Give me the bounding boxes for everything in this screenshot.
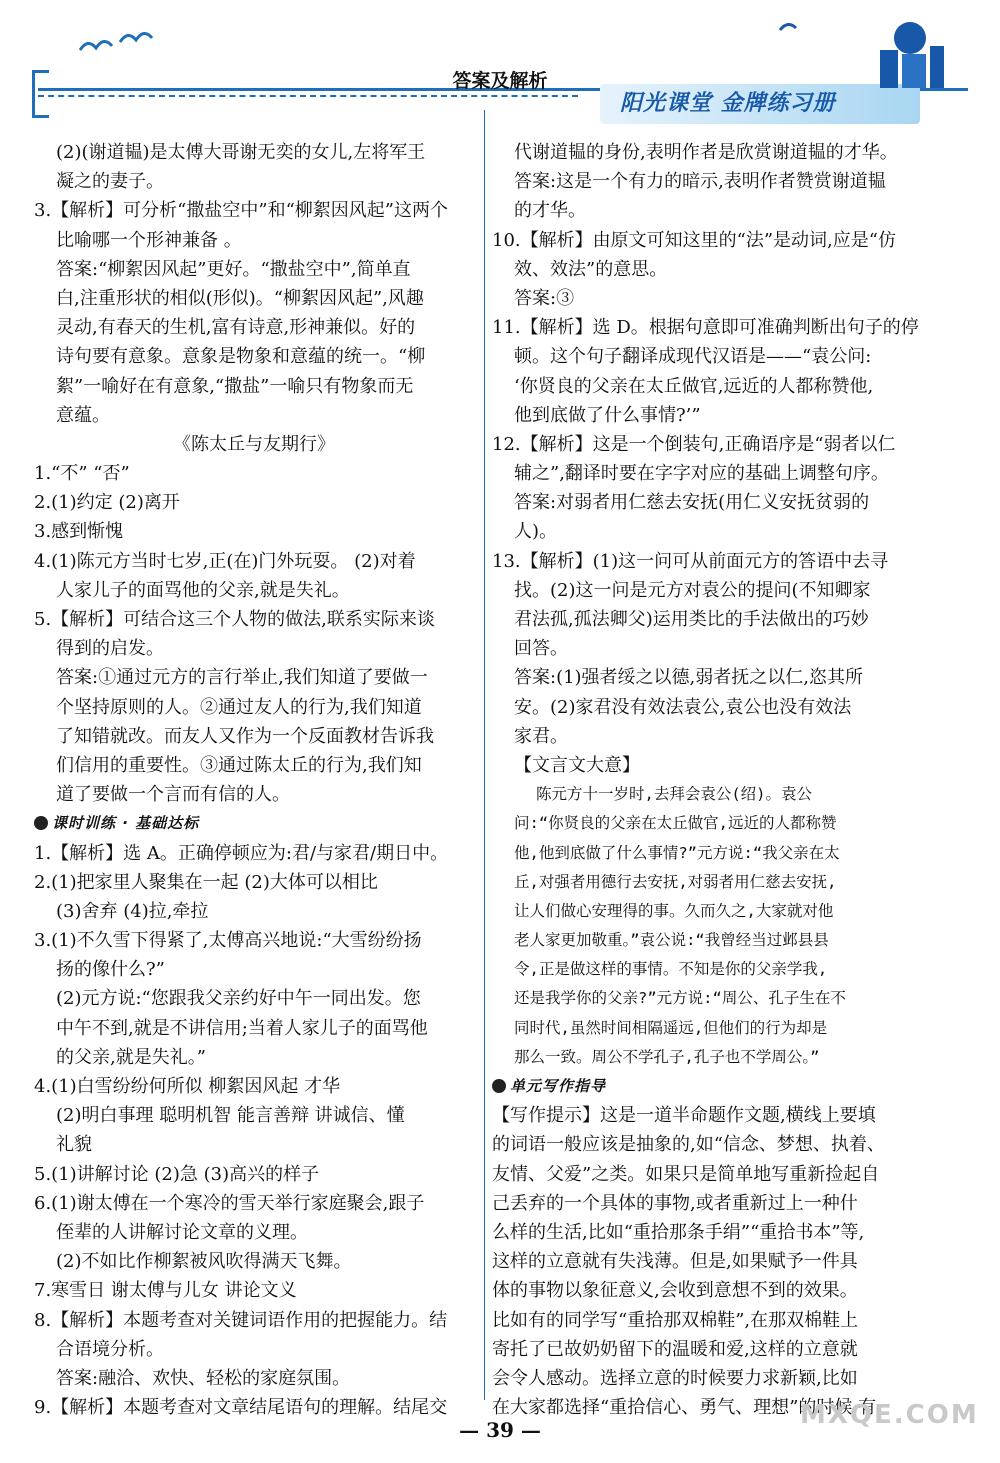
text-line: 3.感到惭愧 [34, 521, 124, 543]
text-line: 4.(1)白雪纷纷何所似 柳絮因风起 才华 [34, 1076, 341, 1097]
column-divider [484, 110, 485, 1400]
text-line: 陈元方十一岁时,去拜会袁公(绍)。袁公 [536, 785, 812, 804]
text-line: (2)明白事理 聪明机智 能言善辩 讲诚信、懂 [56, 1105, 405, 1127]
text-line: 人)。 [514, 521, 558, 543]
text-line: 同时代,虽然时间相隔遥远,但他们的行为却是 [514, 1018, 828, 1037]
header-dash-rule [38, 95, 578, 97]
text-line: 答案:(1)强者绥之以德,弱者抚之以仁,恣其所 [514, 667, 864, 689]
text-line: 10.【解析】由原文可知这里的“法”是动词,应是“仿 [492, 229, 896, 251]
page-header [0, 0, 1000, 135]
text-line: 白,注重形状的相似(形似)。“柳絮因风起”,风趣 [56, 287, 424, 309]
text-line: 意蕴。 [56, 404, 110, 426]
text-line: 么样的生活,比如“重拾那条手绢”“重拾书本”等, [492, 1221, 865, 1243]
text-line: 答案:①通过元方的言行举止,我们知道了要做一 [56, 667, 428, 689]
text-line: 礼貌 [56, 1134, 92, 1156]
text-line: 7.寒雪日 谢太傅与儿女 讲论文义 [34, 1280, 297, 1302]
text-line: 13.【解析】(1)这一问可从前面元方的答语中去寻 [492, 550, 889, 572]
text-line: 9.【解析】本题考查对文章结尾语句的理解。结尾交 [34, 1397, 448, 1419]
section-heading [492, 1072, 944, 1101]
text-line: 代谢道韫的身份,表明作者是欣赏谢道韫的才华。 [514, 142, 898, 163]
text-line: 12.【解析】这是一个倒装句,正确语序是“弱者以仁 [492, 433, 896, 455]
birds-icon [60, 20, 180, 70]
section-heading-text: 课时训练 · 基础达标 [52, 814, 200, 833]
page-number: — 39 — [459, 1418, 541, 1442]
text-line: 3.(1)不久雪下得紧了,太傅高兴地说:“大雪纷纷扬 [34, 930, 422, 952]
watermark-logo [800, 1400, 990, 1455]
text-line: 他,他到底做了什么事情?”元方说:“我父亲在太 [514, 843, 840, 862]
text-line: 1.【解析】选 A。正确停顿应为:君/与家君/期日中。 [34, 842, 449, 864]
text-line: (2)(谢道韫)是太傅大哥谢无奕的女儿,左将军王 [56, 142, 426, 163]
text-line: 们信用的重要性。③通过陈太丘的行为,我们知 [56, 754, 422, 776]
text-line: 他到底做了什么事情?’” [514, 404, 701, 426]
text-line: 比如有的同学写“重拾那双棉鞋”,在那双棉鞋上 [492, 1309, 859, 1331]
text-line: 2.(1)把家里人聚集在一起 (2)大体可以相比 [34, 871, 378, 893]
section-bullet-icon [34, 816, 48, 830]
text-line: (3)舍弃 (4)拉,牵拉 [56, 900, 209, 922]
text-line: 辅之”,翻译时要在字字对应的基础上调整句序。 [514, 463, 889, 485]
text-line: 回答。 [514, 638, 568, 660]
text-line: 灵动,有春天的生机,富有诗意,形神兼似。好的 [56, 317, 416, 339]
city-skyline-icon [760, 10, 960, 90]
text-line: 4.(1)陈元方当时七岁,正(在)门外玩耍。 (2)对着 [34, 550, 416, 572]
text-line: 个坚持原则的人。②通过友人的行为,我们知道 [56, 696, 422, 718]
text-line: 寄托了已故奶奶留下的温暖和爱,这样的立意就 [492, 1338, 858, 1360]
text-line: 了知错就改。而友人又作为一个反面教材告诉我 [56, 725, 434, 747]
watermark-text: MXQE.COM [800, 1400, 979, 1430]
text-line: 问:“你贤良的父亲在太丘做官,远近的人都称赞 [514, 814, 837, 833]
text-line: 体的事物以象征意义,会收到意想不到的效果。 [492, 1280, 858, 1302]
text-line: 找。(2)这一问是元方对袁公的提问(不知卿家 [514, 579, 871, 601]
text-line: 的父亲,就是失礼。” [56, 1046, 206, 1068]
section-heading-text: 单元写作指导 [510, 1077, 607, 1095]
text-line: 老人家更加敬重。”袁公说:“我曾经当过邺县县 [514, 931, 829, 950]
text-line: 侄辈的人讲解讨论文章的义理。 [56, 1221, 308, 1243]
text-line: 那么一致。周公不学孔子,孔子也不学周公。” [514, 1047, 820, 1066]
text-line: 的才华。 [514, 200, 586, 222]
text-line: 答案:③ [514, 287, 575, 309]
text-line: 效、效法”的意思。 [514, 258, 668, 280]
text-line: 诗句要有意象。意象是物象和意蕴的统一。“柳 [56, 346, 426, 368]
text-line: (2)不如比作柳絮被风吹得满天飞舞。 [56, 1251, 352, 1273]
text-line: 君法孤,孤法卿父)运用类比的手法做出的巧妙 [514, 609, 869, 630]
text-line: 中午不到,就是不讲信用;当着人家儿子的面骂他 [56, 1017, 428, 1039]
text-line: 1.“不” “否” [34, 463, 130, 485]
text-line: 人家儿子的面骂他的父亲,就是失礼。 [56, 579, 350, 601]
text-line: 答案:“柳絮因风起”更好。“撒盐空中”,简单直 [56, 258, 411, 280]
text-line: 友情、父爱”之类。如果只是简单地写重新捡起自 [492, 1163, 880, 1185]
text-line: 令,正是做这样的事情。不知是你的父亲学我, [514, 960, 828, 979]
text-line: 的词语一般应该是抽象的,如“信念、梦想、执着、 [492, 1134, 885, 1156]
text-line: 8.【解析】本题考查对关键词语作用的把握能力。结 [34, 1309, 448, 1331]
text-line: 絮”一喻好在有意象,“撒盐”一喻只有物象而无 [56, 375, 414, 397]
text-line: 2.(1)约定 (2)离开 [34, 492, 180, 514]
text-line: 家君。 [514, 725, 568, 747]
text-line: 顿。这个句子翻译成现代汉语是——“袁公问: [514, 346, 872, 368]
text-line: 会令人感动。选择立意的时候要力求新颖,比如 [492, 1367, 858, 1389]
text-line: 得到的启发。 [56, 638, 164, 660]
section-bullet-icon [492, 1079, 506, 1093]
article-title: 《陈太丘与友期行》 [173, 433, 335, 455]
right-column [492, 138, 944, 1422]
text-line: 答案:对弱者用仁慈去安抚(用仁义安抚贫弱的 [514, 492, 870, 514]
text-line: 合语境分析。 [56, 1338, 164, 1360]
text-line: 【文言文大意】 [514, 754, 640, 776]
text-line: 答案:融洽、欢快、轻松的家庭氛围。 [56, 1367, 351, 1389]
text-line: 己丢弃的一个具体的事物,或者重新过上一种什 [492, 1192, 858, 1214]
text-line: 【写作提示】这是一道半命题作文题,横线上要填 [492, 1105, 876, 1127]
header-title: 答案及解析 [452, 70, 548, 92]
text-line: 安。(2)家君没有效法袁公,袁公也没有效法 [514, 696, 852, 718]
text-line: 5.【解析】可结合这三个人物的做法,联系实际来谈 [34, 609, 435, 630]
section-heading [34, 809, 474, 838]
text-line: 3.【解析】可分析“撒盐空中”和“柳絮因风起”这两个 [34, 200, 448, 222]
text-line: 扬的像什么?” [56, 959, 165, 981]
text-line: ‘你贤良的父亲在太丘做官,远近的人都称赞他, [514, 375, 874, 397]
text-line: 道了要做一个言而有信的人。 [56, 784, 290, 806]
text-line: 这样的立意就有失浅薄。但是,如果赋予一件具 [492, 1251, 858, 1273]
text-line: 11.【解析】选 D。根据句意即可准确判断出句子的停 [492, 317, 919, 339]
text-line: 在大家都选择“重拾信心、勇气、理想”的时候,有 [492, 1397, 877, 1419]
brand-text: 阳光课堂 金牌练习册 [620, 91, 836, 116]
left-column [34, 138, 474, 1422]
text-line: 让人们做心安理得的事。久而久之,大家就对他 [514, 901, 834, 920]
text-line: 5.(1)讲解讨论 (2)急 (3)高兴的样子 [34, 1163, 320, 1185]
text-line: 6.(1)谢太傅在一个寒冷的雪天举行家庭聚会,跟子 [34, 1192, 425, 1214]
text-line: 凝之的妻子。 [56, 171, 164, 193]
text-line: 丘,对强者用德行去安抚,对弱者用仁慈去安抚, [514, 872, 837, 891]
text-line: 比喻哪一个形神兼备 。 [56, 229, 242, 251]
text-line: (2)元方说:“您跟我父亲约好中午一同出发。您 [56, 988, 421, 1010]
text-line: 还是我学你的父亲?”元方说:“周公、孔子生在不 [514, 989, 846, 1008]
text-line: 答案:这是一个有力的暗示,表明作者赞赏谢道韫 [514, 171, 886, 193]
